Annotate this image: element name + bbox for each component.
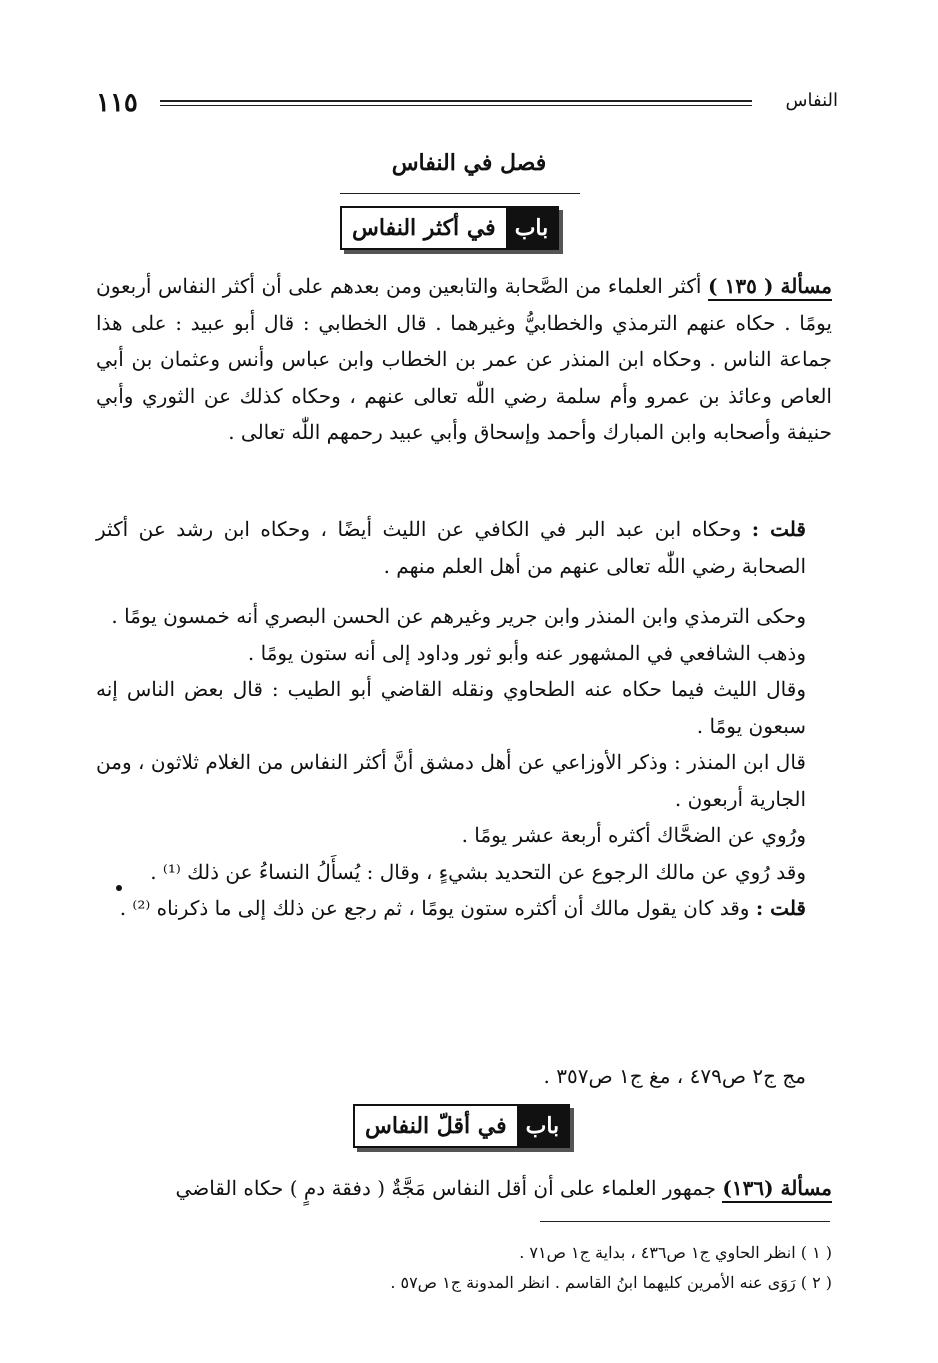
paragraph: وقد رُوي عن مالك الرجوع عن التحديد بشيءٍ ، وقال : يُسأَلُ النساءُ عن ذلك ⁽¹⁾ . xyxy=(150,859,806,884)
bab-title: في أقلّ النفاس xyxy=(365,1113,507,1139)
footnote-rule xyxy=(540,1221,830,1222)
masala-label: مسألة (١٣٦) xyxy=(722,1176,832,1203)
section-title: فصل في النفاس xyxy=(391,150,547,176)
paragraph: وقال الليث فيما حكاه عنه الطحاوي ونقله القاضي أبو الطيب : قال بعض الناس إنه سبعون يومًا . xyxy=(96,677,806,738)
footnotes xyxy=(96,1238,832,1298)
paragraph: مج ج٢ ص٤٧٩ ، مغ ج١ ص٣٥٧ . xyxy=(543,1064,806,1088)
paragraph-text: أكثر العلماء من الصَّحابة والتابعين ومن بعدهم على أن أكثر النفاس أربعون يومًا . حكاه عنهم الترمذي والخطابيُّ وغيرهما . قال الخطابي : قال أبو عبيد : على هذا جماعة الناس . وحكاه ابن المنذر عن عمر بن الخطاب وابن عباس وأنس وعثمان بن أبي العاص وعائذ بن عمرو وأم سلمة رضي اللّٰه تعالى عنهم ، وحكاه كذلك عن الثوري وأبي حنيفة وأصحابه وابن المبارك وأحمد وإسحاق وأبي عبيد رحمهم اللّٰه تعالى . xyxy=(96,274,832,444)
bab-label: باب xyxy=(506,208,558,248)
paragraph xyxy=(96,890,832,927)
qultu-label: قلت : xyxy=(755,896,806,920)
header-rule xyxy=(160,100,752,106)
page-number: ١١٥ xyxy=(96,88,138,118)
paragraph: وحكى الترمذي وابن المنذر وابن جرير وغيرهم عن الحسن البصري أنه خمسون يومًا . xyxy=(111,604,806,628)
bab-label: باب xyxy=(517,1106,569,1146)
bab-title: في أكثر النفاس xyxy=(352,215,496,241)
paragraph-text: جمهور العلماء على أن أقل النفاس مَجَّةٌ ( دفقة دمٍ ) حكاه القاضي xyxy=(175,1176,723,1200)
paragraph: ورُوي عن الضحَّاك أكثره أربعة عشر يومًا . xyxy=(461,823,806,847)
paragraph xyxy=(96,268,832,451)
masala-136 xyxy=(96,1170,832,1206)
bab-heading-most-nifas xyxy=(340,206,559,250)
paragraph: وذهب الشافعي في المشهور عنه وأبو ثور وداود إلى أنه ستون يومًا . xyxy=(247,640,806,665)
stray-dot xyxy=(116,885,122,891)
title-underline xyxy=(340,193,580,194)
masala-label: مسألة ( ١٣٥ ) xyxy=(708,274,832,301)
paragraph-text: وقد كان يقول مالك أن أكثره ستون يومًا ، ثم رجع عن ذلك إلى ما ذكرناه ⁽²⁾ . xyxy=(119,896,756,920)
footnote-1: ( ١ ) انظر الحاوي ج١ ص٤٣٦ ، بداية ج١ ص٧١ . xyxy=(519,1243,832,1262)
masala-135 xyxy=(96,268,832,451)
page-header xyxy=(96,88,838,118)
bab-heading-least-nifas xyxy=(353,1104,570,1148)
running-head: النفاس xyxy=(785,90,838,111)
qultu-label: قلت : xyxy=(751,517,806,541)
footnote-2: ( ٢ ) رَوَى عنه الأمرين كليهما ابنُ القاسم . انظر المدونة ج١ ص٥٧ . xyxy=(390,1273,832,1292)
qultu-paragraph-1 xyxy=(96,511,832,584)
opinions-list xyxy=(96,598,832,927)
reference-line xyxy=(96,1058,832,1095)
paragraph: قال ابن المنذر : وذكر الأوزاعي عن أهل دمشق أنَّ أكثر النفاس من الغلام ثلاثون ، ومن الجارية أربعون . xyxy=(96,750,806,811)
paragraph xyxy=(96,511,832,584)
paragraph-text: وحكاه ابن عبد البر في الكافي عن الليث أيضًا ، وحكاه ابن رشد عن أكثر الصحابة رضي اللّٰه تعالى عنهم من أهل العلم منهم . xyxy=(96,517,806,578)
